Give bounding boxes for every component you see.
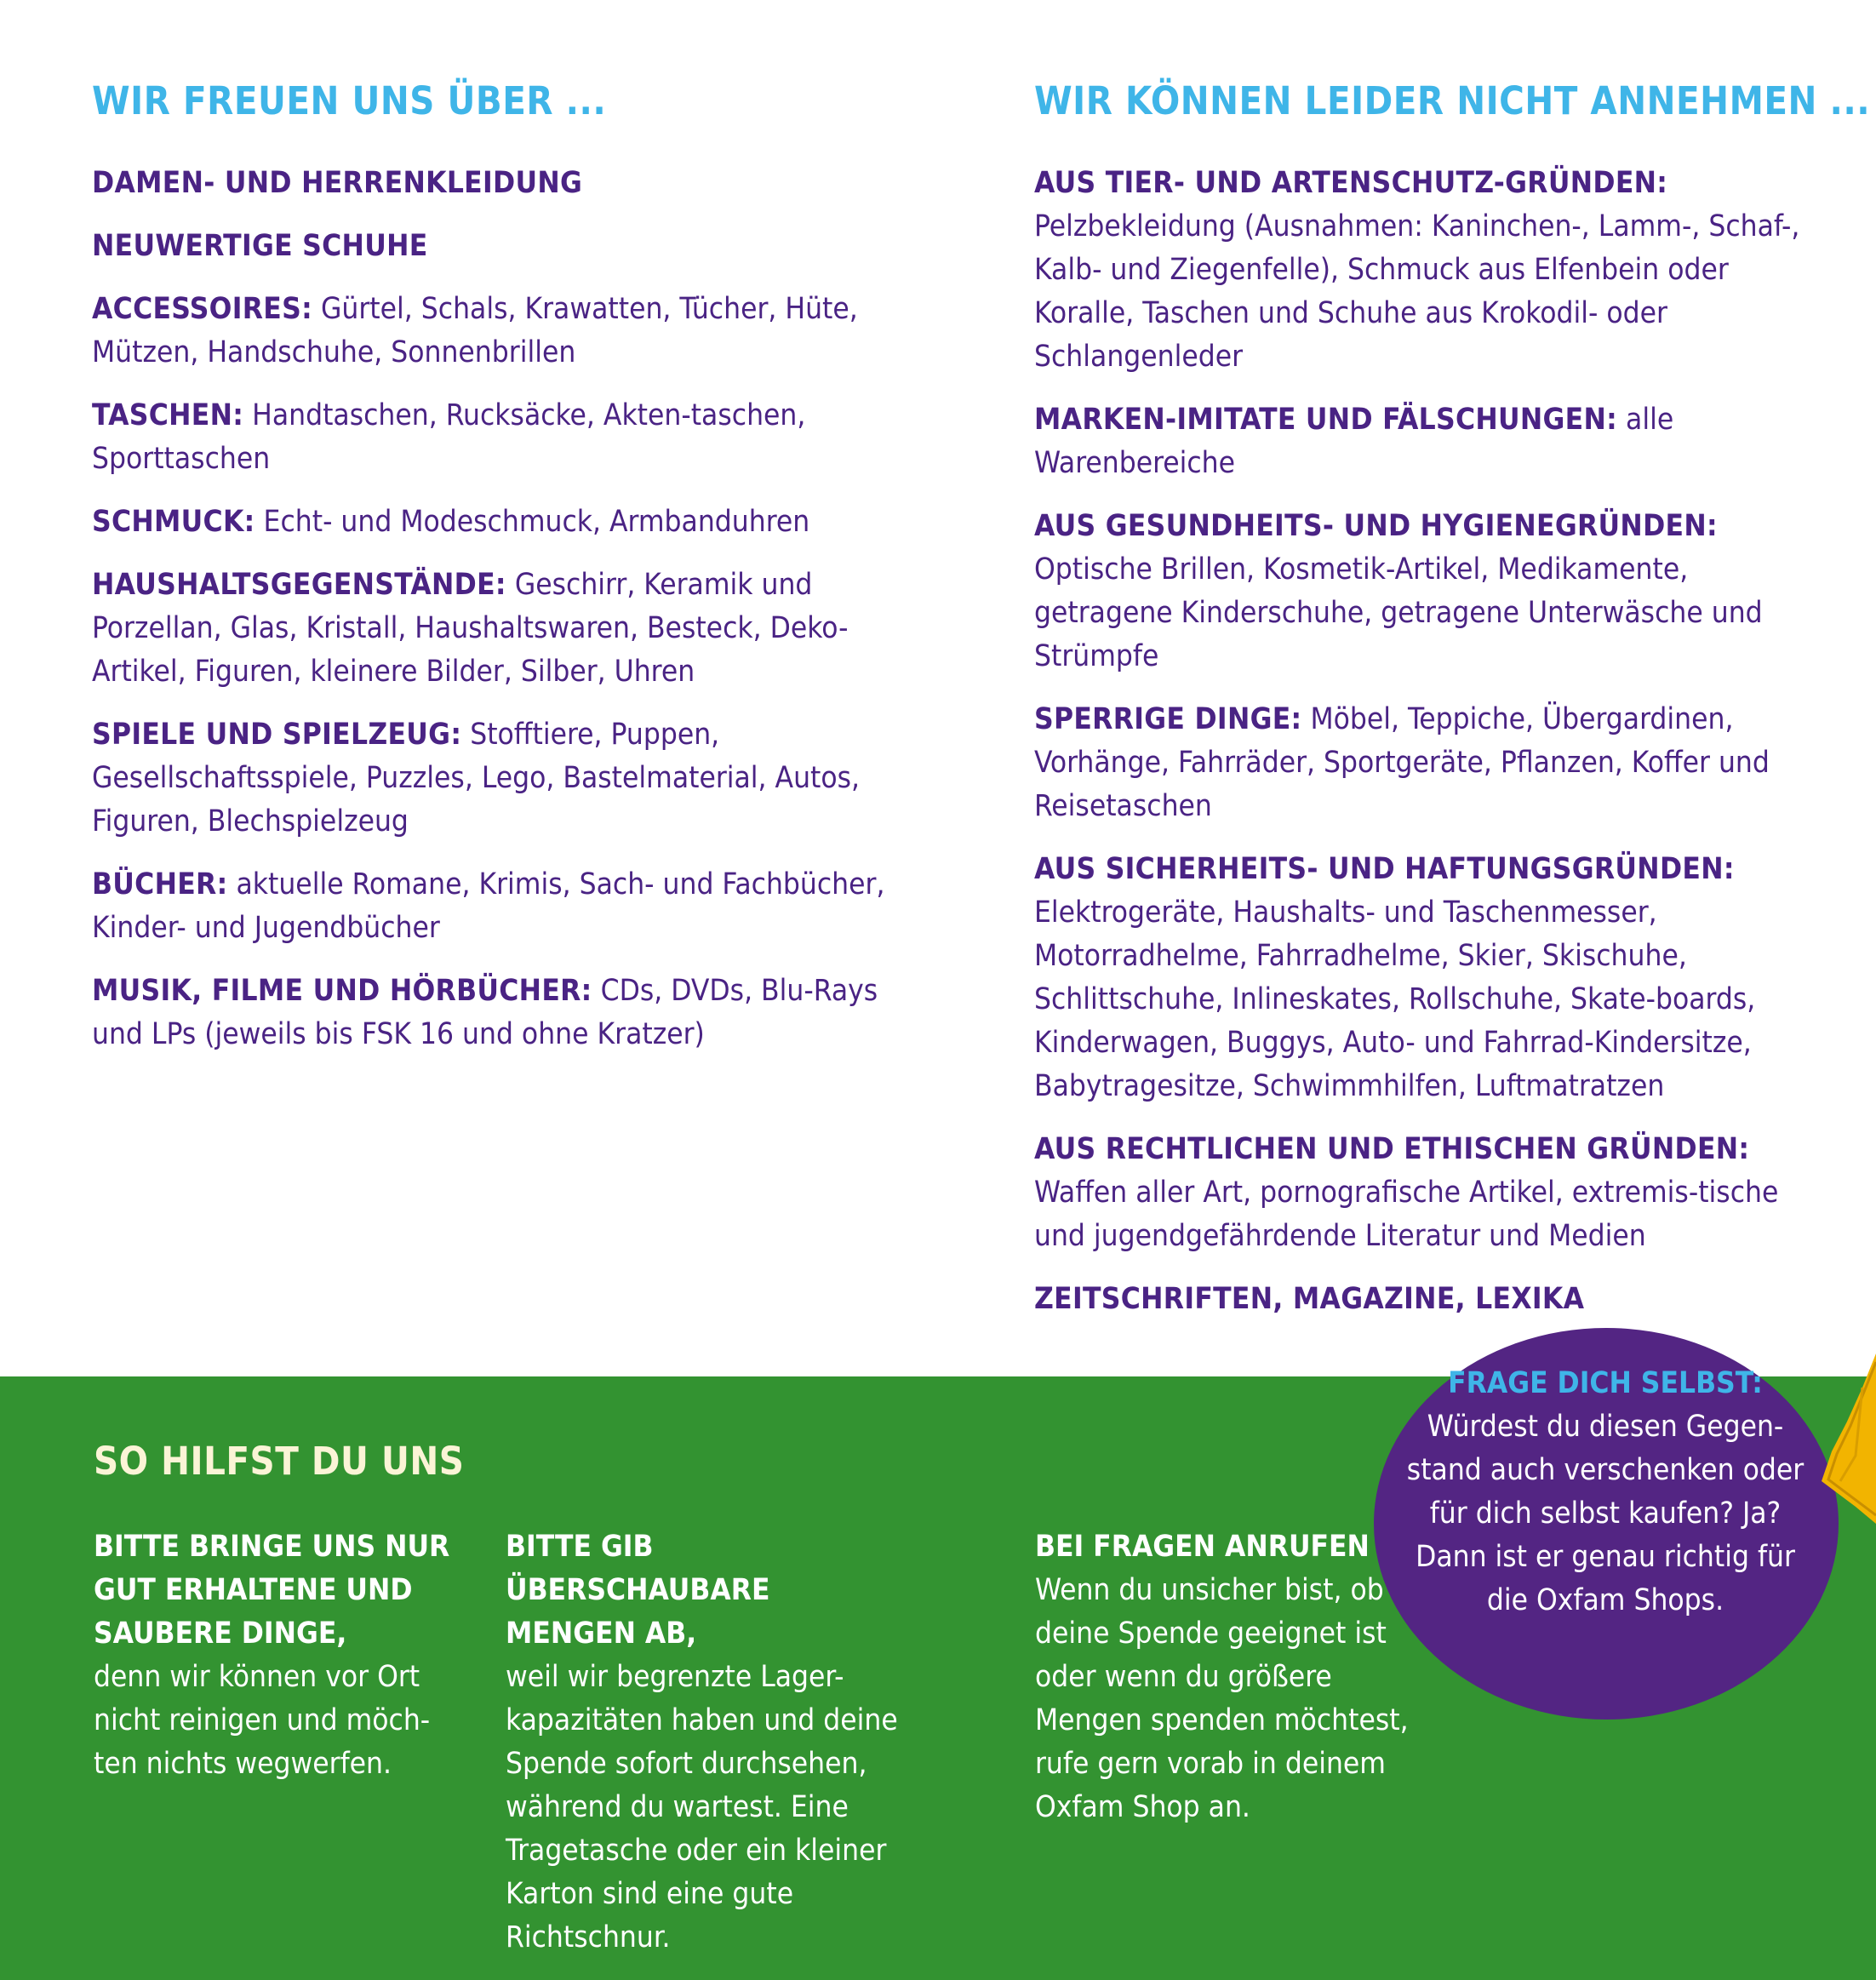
item-text: Optische Brillen, Kosmetik-Artikel, Medikamente, getragene Kinderschuhe, getragene Unterwäsche und Strümpfe <box>1034 552 1763 673</box>
list-item <box>92 970 901 1056</box>
tip-call-ahead <box>1035 1525 1418 1829</box>
item-heading: MARKEN-IMITATE UND FÄLSCHUNGEN: <box>1034 403 1618 437</box>
list-item <box>1034 398 1800 485</box>
item-heading: AUS GESUNDHEITS- UND HYGIENEGRÜNDEN: <box>1034 509 1718 543</box>
item-text: CDs, DVDs, Blu-Rays und LPs (jeweils bis FSK 16 und ohne Kratzer) <box>92 974 878 1051</box>
item-heading: AUS RECHTLICHEN UND ETHISCHEN GRÜNDEN: <box>1034 1132 1750 1166</box>
item-heading: MUSIK, FILME UND HÖRBÜCHER: <box>92 974 592 1008</box>
item-heading: BÜCHER: <box>92 867 228 901</box>
list-item <box>1034 698 1800 828</box>
item-text: Elektrogeräte, Haushalts- und Taschenmesser, Motorradhelme, Fahrradhelme, Skier, Skischuhe, Schlittschuhe, Inlineskates, Rollschuhe, Skate-boards, Kinderwagen, Buggys, Auto- und Fahrrad-Kindersitze, Babytragesitze, Schwimmhilfen, Luftmatratzen <box>1034 896 1756 1103</box>
list-item <box>92 564 901 694</box>
accepted-items-title: WIR FREUEN UNS ÜBER ... <box>92 78 607 123</box>
item-heading: SPIELE UND SPIELZEUG: <box>92 718 462 752</box>
item-text: Möbel, Teppiche, Übergardinen, Vorhänge, Fahrräder, Sportgeräte, Pflanzen, Koffer und Reisetaschen <box>1034 702 1770 823</box>
rejected-items-title: WIR KÖNNEN LEIDER NICHT ANNEHMEN ... <box>1034 78 1871 123</box>
tip-text: Wenn du unsicher bist, ob deine Spende geeignet ist oder wenn du größere Mengen spenden möchtest, rufe gern vorab in deinem Oxfam Shop an. <box>1035 1573 1409 1824</box>
item-heading: ACCESSOIRES: <box>92 292 312 326</box>
tip-text: denn wir können vor Ort nicht reinigen und möch-ten nichts wegwerfen. <box>94 1660 431 1781</box>
item-heading: DAMEN- UND HERRENKLEIDUNG <box>92 166 583 200</box>
item-heading: TASCHEN: <box>92 398 244 432</box>
rejected-items-list <box>1034 162 1800 1341</box>
item-heading: AUS SICHERHEITS- UND HAFTUNGSGRÜNDEN: <box>1034 852 1735 886</box>
list-item <box>92 288 901 375</box>
list-item <box>92 713 901 844</box>
list-item <box>92 394 901 481</box>
item-text: Echt- und Modeschmuck, Armbanduhren <box>255 505 810 539</box>
list-item <box>1034 848 1800 1108</box>
tip-heading: BITTE BRINGE UNS NUR GUT ERHALTENE UND SAUBERE DINGE, <box>94 1530 450 1651</box>
tip-heading: BITTE GIB ÜBERSCHAUBARE MENGEN AB, <box>506 1530 770 1651</box>
help-section-title: SO HILFST DU UNS <box>94 1439 465 1484</box>
list-item <box>92 863 901 950</box>
accepted-items-list <box>92 162 901 1076</box>
list-item <box>92 225 901 268</box>
list-item <box>1034 162 1800 379</box>
item-text: Geschirr, Keramik und Porzellan, Glas, Kristall, Haushaltswaren, Besteck, Deko-Artikel, Figuren, kleinere Bilder, Silber, Uhren <box>92 568 849 689</box>
item-heading: NEUWERTIGE SCHUHE <box>92 229 428 263</box>
list-item <box>92 162 901 205</box>
item-text: Pelzbekleidung (Ausnahmen: Kaninchen-, Lamm-, Schaf-, Kalb- und Ziegenfelle), Schmuck aus Elfenbein oder Koralle, Taschen und Schuhe aus Krokodil- oder Schlangenleder <box>1034 209 1800 374</box>
item-heading: ZEITSCHRIFTEN, MAGAZINE, LEXIKA <box>1034 1282 1585 1316</box>
item-heading: AUS TIER- UND ARTENSCHUTZ-GRÜNDEN: <box>1034 166 1668 200</box>
item-heading: SPERRIGE DINGE: <box>1034 702 1302 736</box>
tip-text: weil wir begrenzte Lager-kapazitäten haben und deine Spende sofort durchsehen, während du wartest. Eine Tragetasche oder ein kleiner Karton sind eine gute Richtschnur. <box>506 1660 898 1954</box>
item-text: Stofftiere, Puppen, Gesellschaftsspiele, Puzzles, Lego, Bastelmaterial, Autos, Figuren, Blechspielzeug <box>92 718 861 838</box>
item-text: aktuelle Romane, Krimis, Sach- und Fachbücher, Kinder- und Jugendbücher <box>92 867 885 945</box>
list-item <box>1034 505 1800 678</box>
bubble-body: Würdest du diesen Gegen-stand auch verschenken oder für dich selbst kaufen? Ja? Dann ist er genau richtig für die Oxfam Shops. <box>1406 1410 1805 1617</box>
item-text: Gürtel, Schals, Krawatten, Tücher, Hüte, Mützen, Handschuhe, Sonnenbrillen <box>92 292 858 369</box>
item-text: Handtaschen, Rucksäcke, Akten-taschen, Sporttaschen <box>92 398 806 476</box>
yellow-raincoat-illustration <box>1822 1353 1876 1524</box>
item-text: alle Warenbereiche <box>1034 403 1674 480</box>
list-item <box>92 501 901 544</box>
tip-clean-items <box>94 1525 468 1786</box>
question-bubble-text <box>1396 1362 1815 1622</box>
tip-manageable-amounts <box>506 1525 906 1960</box>
bubble-heading: FRAGE DICH SELBST: <box>1448 1366 1763 1400</box>
list-item <box>1034 1278 1800 1321</box>
list-item <box>1034 1128 1800 1258</box>
item-text: Waffen aller Art, pornografische Artikel, extremis-tische und jugendgefährdende Literatur und Medien <box>1034 1176 1779 1253</box>
item-heading: HAUSHALTSGEGENSTÄNDE: <box>92 568 506 602</box>
tip-heading: BEI FRAGEN ANRUFEN <box>1035 1530 1370 1564</box>
item-heading: SCHMUCK: <box>92 505 255 539</box>
